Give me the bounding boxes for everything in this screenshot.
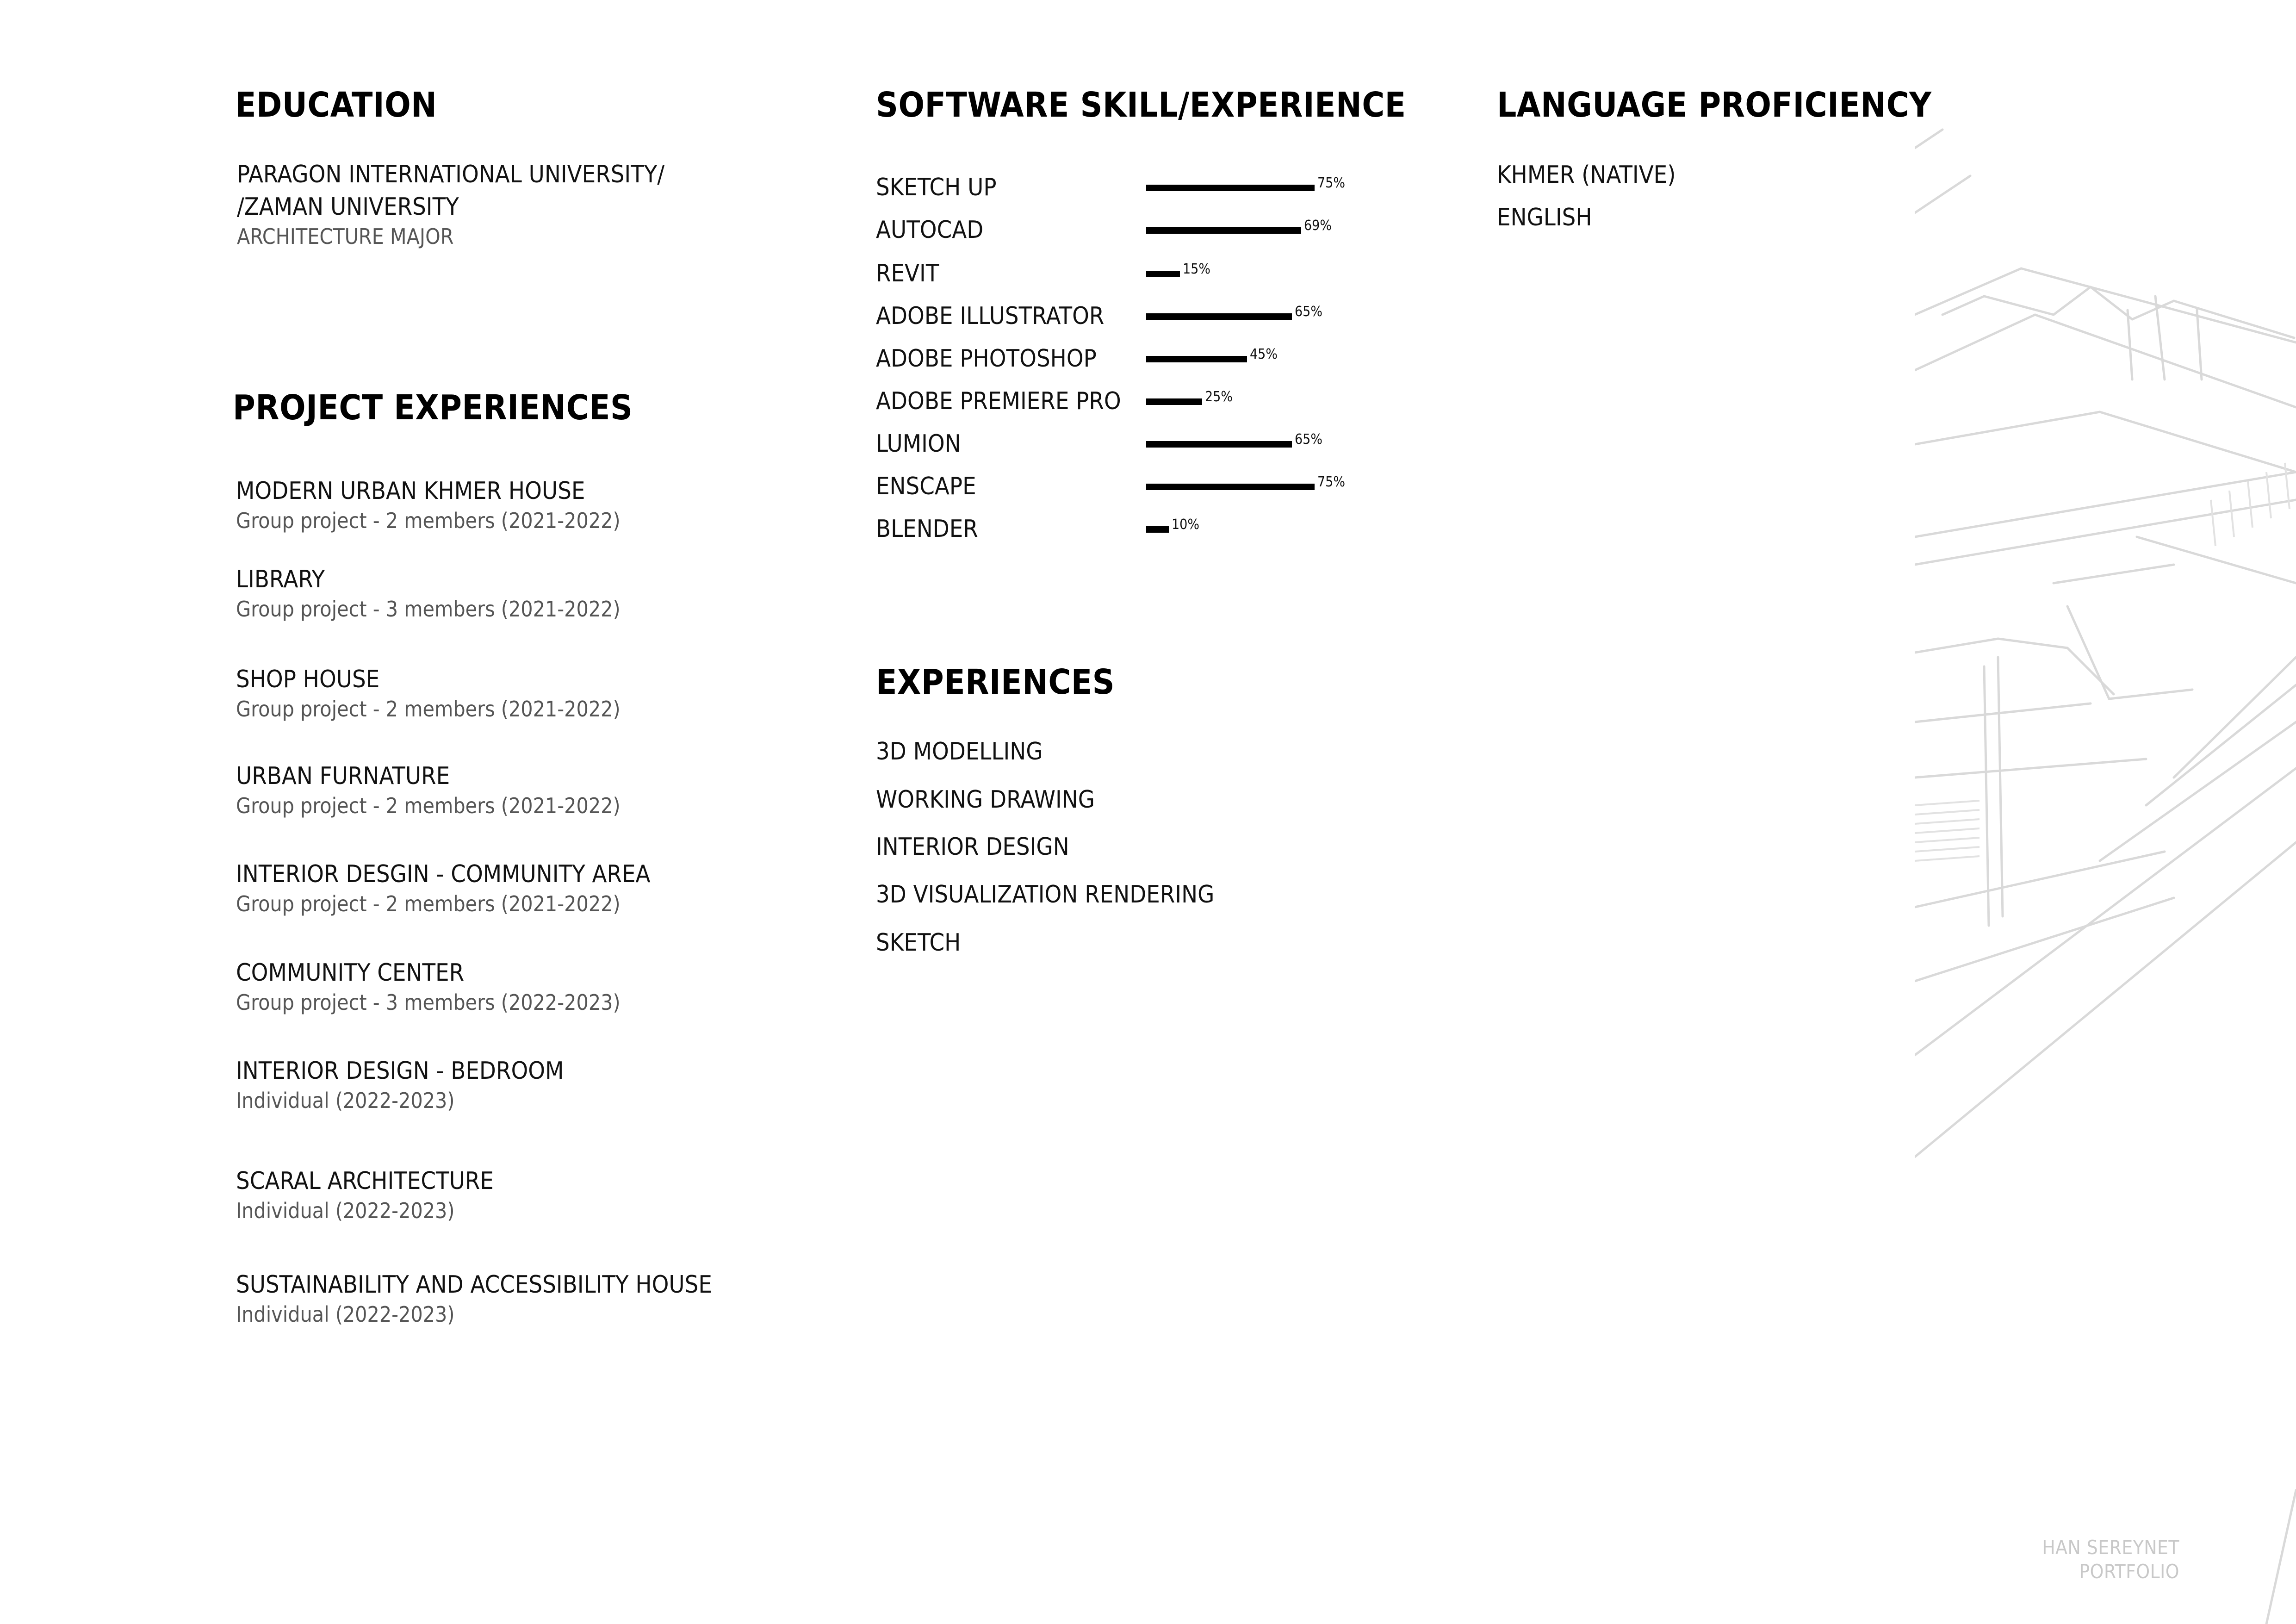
skill-row: [876, 302, 1431, 339]
language-item: ENGLISH: [1497, 204, 1592, 231]
skill-bar: [1146, 185, 1315, 191]
building-sketch-illustration: [1915, 120, 2296, 1624]
skill-name: LUMION: [876, 430, 961, 458]
skill-name: BLENDER: [876, 515, 978, 543]
experience-item: WORKING DRAWING: [876, 786, 1095, 814]
experience-item: INTERIOR DESIGN: [876, 833, 1069, 861]
skill-percent: 25%: [1205, 389, 1233, 405]
skill-name: AUTOCAD: [876, 216, 984, 244]
language-item: KHMER (NATIVE): [1497, 161, 1676, 189]
project-name: INTERIOR DESIGN - BEDROOM: [236, 1057, 564, 1085]
project-detail: Individual (2022-2023): [236, 1301, 455, 1327]
project-detail: Group project - 2 members (2021-2022): [236, 891, 621, 916]
project-item: [236, 761, 621, 820]
major: ARCHITECTURE MAJOR: [237, 224, 454, 249]
education-heading: EDUCATION: [235, 85, 437, 125]
project-item: [236, 859, 651, 918]
skill-row: [876, 430, 1431, 467]
skill-bar: [1146, 313, 1292, 320]
skill-percent: 65%: [1295, 431, 1322, 448]
skill-bar: [1146, 356, 1247, 362]
school-name-line1: PARAGON INTERNATIONAL UNIVERSITY/: [237, 161, 665, 188]
skill-bar: [1146, 484, 1315, 490]
experience-item: 3D MODELLING: [876, 738, 1043, 765]
software-heading: SOFTWARE SKILL/EXPERIENCE: [876, 85, 1406, 125]
skill-row: [876, 174, 1431, 211]
project-item: [236, 1056, 564, 1114]
project-detail: Group project - 2 members (2021-2022): [236, 696, 621, 722]
skill-percent: 10%: [1172, 516, 1199, 533]
project-detail: Individual (2022-2023): [236, 1088, 455, 1113]
project-item: [236, 958, 621, 1016]
projects-heading: PROJECT EXPERIENCES: [233, 388, 633, 428]
skill-row: [876, 387, 1431, 424]
project-name: SCARAL ARCHITECTURE: [236, 1167, 494, 1195]
skill-percent: 45%: [1250, 346, 1278, 362]
skill-bar: [1146, 227, 1301, 234]
skill-name: REVIT: [876, 260, 939, 287]
skill-percent: 65%: [1295, 304, 1322, 320]
experience-item: SKETCH: [876, 929, 961, 957]
project-item: [236, 1166, 494, 1225]
project-detail: Individual (2022-2023): [236, 1198, 455, 1223]
skill-percent: 69%: [1304, 218, 1332, 234]
project-name: COMMUNITY CENTER: [236, 959, 465, 987]
skill-bar: [1146, 271, 1180, 277]
language-heading: LANGUAGE PROFICIENCY: [1497, 85, 1932, 125]
skill-name: ADOBE PREMIERE PRO: [876, 387, 1121, 415]
project-name: URBAN FURNATURE: [236, 762, 450, 790]
project-detail: Group project - 3 members (2021-2022): [236, 596, 621, 622]
skill-percent: 15%: [1183, 261, 1210, 277]
project-item: [236, 1269, 712, 1328]
skill-name: SKETCH UP: [876, 174, 997, 201]
project-item: [236, 664, 621, 723]
skill-percent: 75%: [1317, 474, 1345, 490]
education-section: [235, 85, 837, 251]
school-name-line2: /ZAMAN UNIVERSITY: [237, 193, 459, 221]
skill-row: [876, 216, 1431, 253]
project-name: LIBRARY: [236, 566, 325, 593]
skill-bar: [1146, 398, 1202, 405]
skill-bar: [1146, 526, 1169, 533]
project-name: MODERN URBAN KHMER HOUSE: [236, 477, 585, 505]
project-detail: Group project - 2 members (2021-2022): [236, 793, 621, 818]
skill-row: [876, 260, 1431, 297]
footer-portfolio-text: PORTFOLIO: [2079, 1560, 2179, 1583]
project-name: SHOP HOUSE: [236, 666, 380, 693]
skill-percent: 75%: [1317, 175, 1345, 191]
footer-portfolio-label: [2042, 1536, 2179, 1584]
footer-author-name: HAN SEREYNET: [2042, 1536, 2179, 1559]
skill-bar: [1146, 441, 1292, 448]
skill-row: [876, 345, 1431, 382]
skill-name: ADOBE ILLUSTRATOR: [876, 302, 1105, 330]
skill-name: ENSCAPE: [876, 473, 976, 500]
skill-row: [876, 473, 1431, 510]
skill-row: [876, 515, 1431, 552]
project-item: [236, 564, 621, 623]
experience-item: 3D VISUALIZATION RENDERING: [876, 881, 1215, 908]
project-name: INTERIOR DESGIN - COMMUNITY AREA: [236, 860, 651, 888]
skill-name: ADOBE PHOTOSHOP: [876, 345, 1097, 373]
project-name: SUSTAINABILITY AND ACCESSIBILITY HOUSE: [236, 1271, 712, 1299]
project-detail: Group project - 3 members (2022-2023): [236, 989, 621, 1015]
experiences-heading: EXPERIENCES: [876, 662, 1115, 702]
project-detail: Group project - 2 members (2021-2022): [236, 508, 621, 533]
project-item: [236, 476, 621, 535]
